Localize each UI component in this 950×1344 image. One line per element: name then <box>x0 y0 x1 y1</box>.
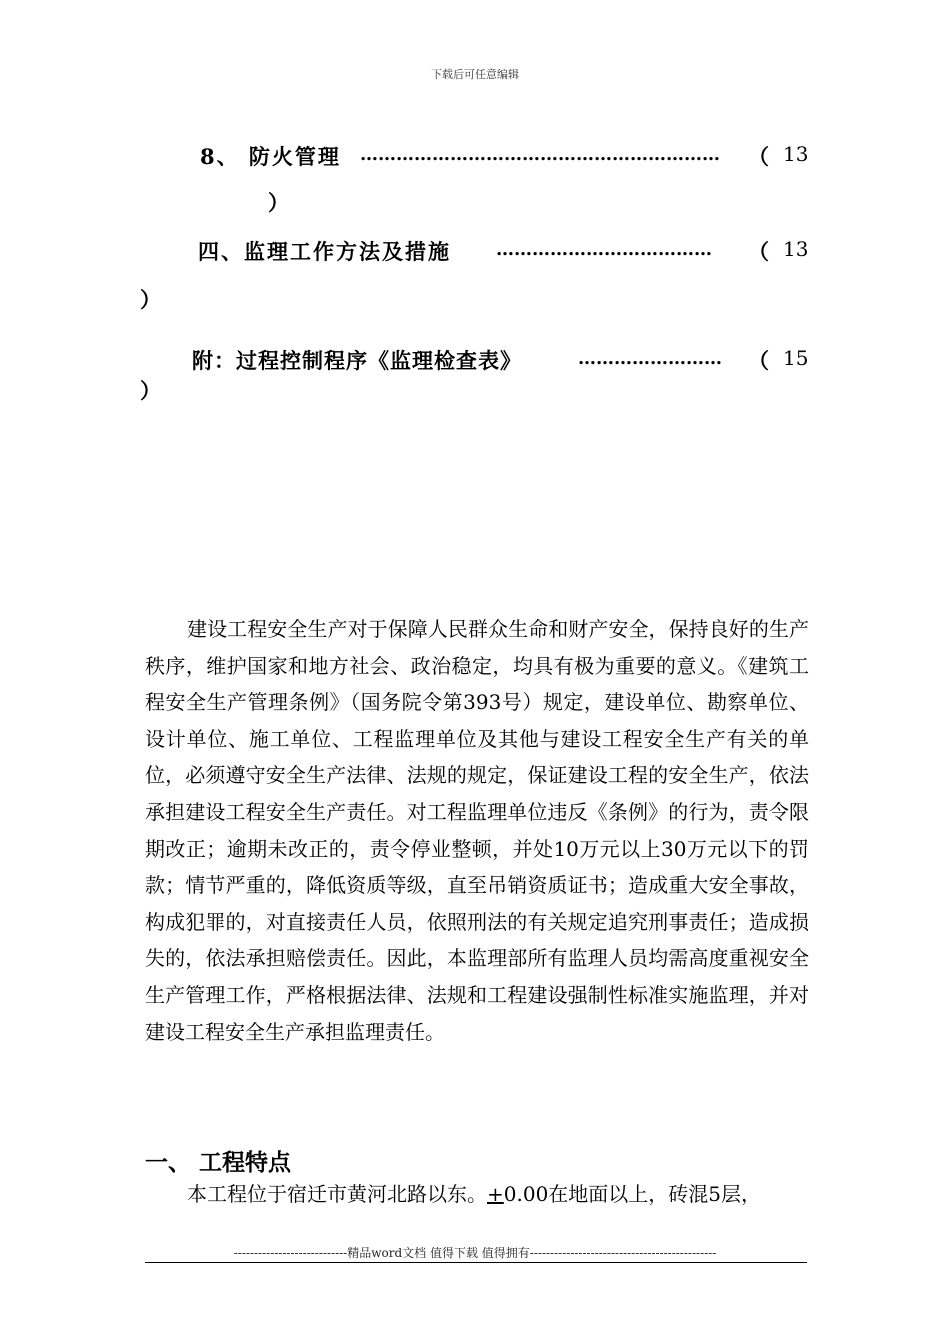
toc-item-label: 四、监理工作方法及措施 <box>198 239 451 264</box>
toc-item-open-paren: （ <box>748 239 769 264</box>
toc-item-open-paren: （ <box>748 144 769 169</box>
section-text-before: 本工程位于宿迁市黄河北路以东。 <box>187 1182 487 1206</box>
toc-item-label: 附：过程控制程序《监理检查表》 <box>192 348 522 373</box>
plus-minus-symbol: + <box>487 1182 504 1206</box>
section-text-after: 0.00在地面以上，砖混5层， <box>503 1182 762 1206</box>
section-text <box>187 1178 761 1207</box>
toc-item-dots: …………………………………………………… <box>360 144 720 165</box>
section-heading: 一、 工程特点 <box>145 1150 292 1176</box>
footer-rule <box>145 1262 807 1263</box>
toc-item-page: 13 <box>783 237 809 261</box>
toc-item-close-paren: ） <box>140 378 161 403</box>
toc-item-close-paren: ） <box>140 287 161 312</box>
toc-item-dots: …………………… <box>578 348 722 369</box>
toc-item-page: 13 <box>783 142 809 166</box>
toc-item-close-paren: ） <box>268 190 289 215</box>
toc-item-page: 15 <box>783 346 809 370</box>
header-note: 下载后可任意编辑 <box>431 68 519 81</box>
toc-item-label: 8、 防火管理 <box>200 144 341 169</box>
toc-item-open-paren: （ <box>748 348 769 373</box>
body-paragraph: 建设工程安全生产对于保障人民群众生命和财产安全，保持良好的生产秩序，维护国家和地方社会、政治稳定，均具有极为重要的意义。《建筑工程安全生产管理条例》（国务院令第393号）规定，建设单位、勘察单位、设计单位、施工单位、工程监理单位及其他与建设工程安全生产有关的单位，必须遵守安全生产法律、法规的规定，保证建设工程的安全生产，依法承担建设工程安全生产责任。对工程监理单位违反《条例》的行为，责令限期改正；逾期未改正的，责令停业整顿，并处10万元以上30万元以下的罚款；情节严重的，降低资质等级，直至吊销资质证书；造成重大安全事故，构成犯罪的，对直接责任人员，依照刑法的有关规定追究刑事责任；造成损失的，依法承担赔偿责任。因此，本监理部所有监理人员均需高度重视安全生产管理工作，严格根据法律、法规和工程建设强制性标准实施监理，并对建设工程安全生产承担监理责任。 <box>145 617 809 1044</box>
toc-item-dots: ……………………………… <box>496 239 712 260</box>
footer-note: ----------------------------精品word文档 值得下载 值得拥有---------------------------------------------- <box>233 1246 717 1260</box>
